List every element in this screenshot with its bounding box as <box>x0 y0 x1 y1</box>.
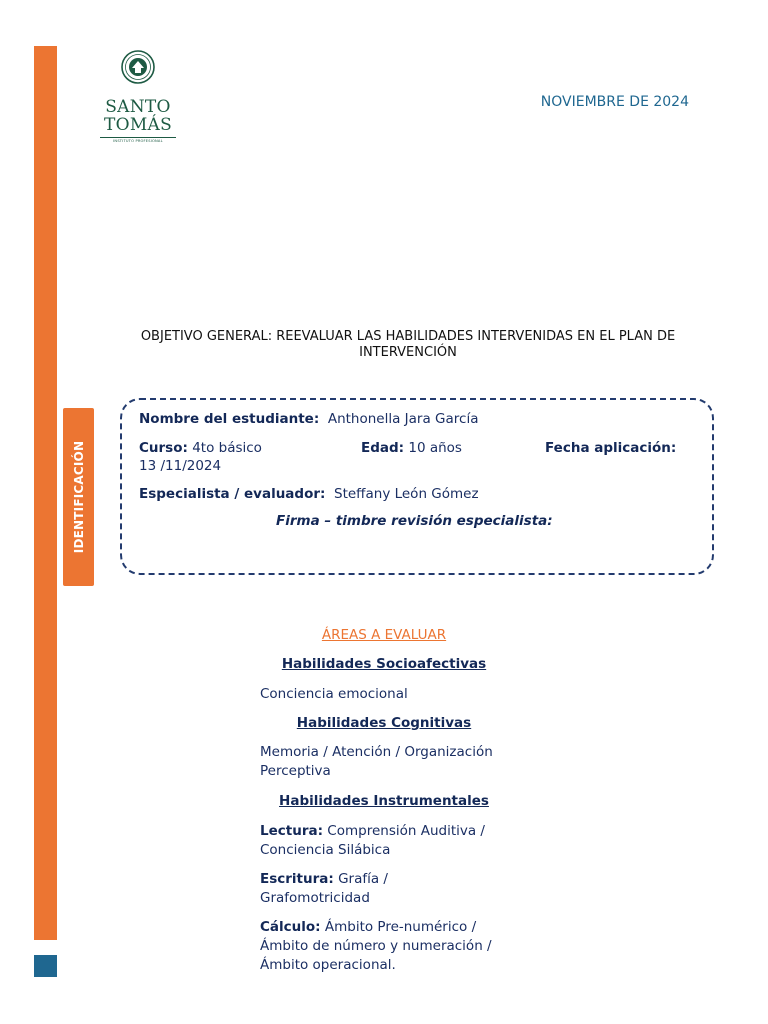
application-date-label: Fecha aplicación: <box>545 440 677 456</box>
general-objective: OBJETIVO GENERAL: REEVALUAR LAS HABILIDADES INTERVENIDAS EN EL PLAN DE INTERVENCIÓN <box>140 329 676 360</box>
cognitive-heading: Habilidades Cognitivas <box>296 715 472 731</box>
age-field <box>361 440 462 456</box>
footer-accent-square <box>34 955 57 977</box>
cognitive-text-line-2: Perceptiva <box>260 763 331 779</box>
calculation-text-line-2: Ámbito de número y numeración / <box>260 938 492 954</box>
reading-item <box>260 822 510 860</box>
signature-label: Firma – timbre revisión especialista: <box>276 513 553 529</box>
logo-subtitle: INSTITUTO PROFESIONAL <box>100 137 176 143</box>
instrumental-heading: Habilidades Instrumentales <box>279 793 489 809</box>
document-date: NOVIEMBRE DE 2024 <box>540 94 689 110</box>
course-label: Curso: <box>139 440 188 456</box>
identification-tab-label: IDENTIFICACIÓN <box>71 440 86 554</box>
logo-wordmark <box>100 98 176 134</box>
writing-item <box>260 870 510 908</box>
specialist-value: Steffany León Gómez <box>334 486 479 502</box>
socioaffective-heading: Habilidades Socioafectivas <box>281 656 487 672</box>
left-accent-bar <box>34 46 57 940</box>
reading-text-line-1: Comprensión Auditiva / <box>327 823 485 839</box>
calculation-text-line-3: Ámbito operacional. <box>260 957 396 973</box>
calculation-label: Cálculo: <box>260 919 321 935</box>
student-name-label: Nombre del estudiante: <box>139 411 320 427</box>
cognitive-text-line-1: Memoria / Atención / Organización <box>260 744 493 760</box>
socioaffective-text: Conciencia emocional <box>260 686 408 702</box>
cognitive-text <box>260 743 510 781</box>
student-name-value: Anthonella Jara García <box>327 411 479 427</box>
writing-text-line-1: Grafía / <box>338 871 388 887</box>
logo-line-2: TOMÁS <box>103 115 173 135</box>
writing-label: Escritura: <box>260 871 334 887</box>
seal-icon <box>121 50 155 84</box>
reading-label: Lectura: <box>260 823 323 839</box>
application-date-value: 13 /11/2024 <box>139 458 222 474</box>
specialist-field <box>139 486 479 502</box>
areas-title: ÁREAS A EVALUAR <box>321 627 447 643</box>
logo-line-1: SANTO <box>105 97 171 117</box>
course-value: 4to básico <box>192 440 262 456</box>
writing-text-line-2: Grafomotricidad <box>260 890 370 906</box>
calculation-item <box>260 918 510 975</box>
age-label: Edad: <box>361 440 405 456</box>
student-name-field <box>139 411 478 427</box>
course-field <box>139 440 262 456</box>
specialist-label: Especialista / evaluador: <box>139 486 326 502</box>
calculation-text-line-1: Ámbito Pre-numérico / <box>324 919 477 935</box>
reading-text-line-2: Conciencia Silábica <box>260 842 391 858</box>
institution-logo <box>100 50 176 146</box>
identification-tab <box>63 408 94 586</box>
age-value: 10 años <box>408 440 462 456</box>
